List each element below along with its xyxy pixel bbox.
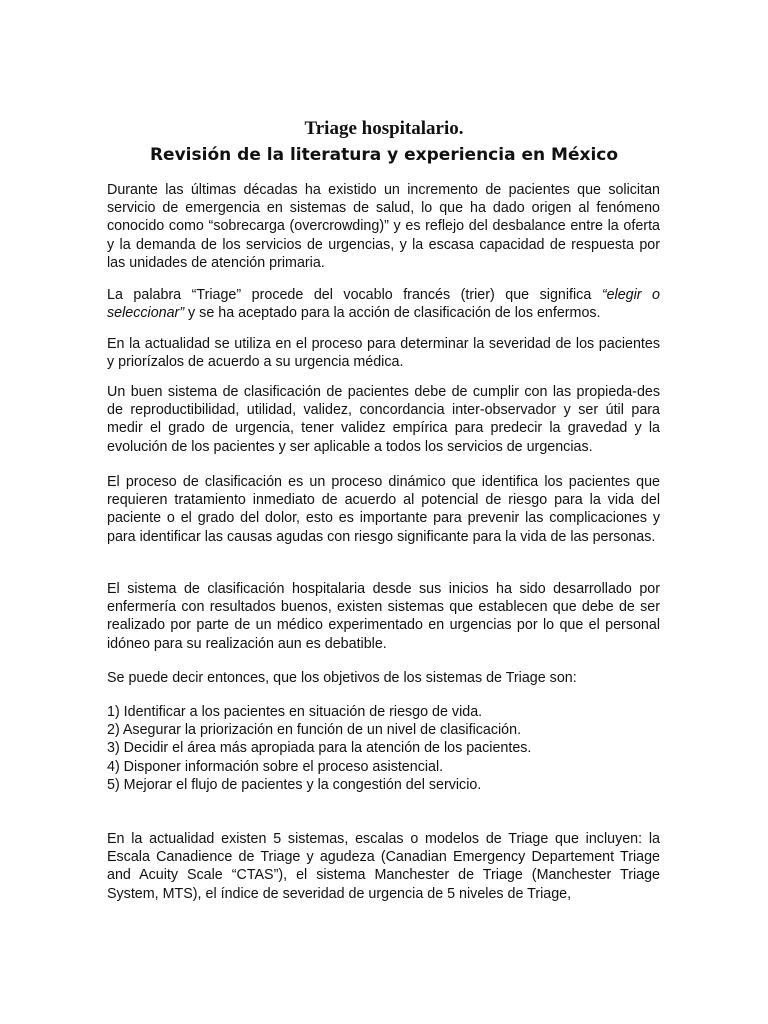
- list-item: 5) Mejorar el flujo de pacientes y la congestión del servicio.: [107, 776, 482, 793]
- paragraph-triage-origin: [107, 286, 660, 322]
- list-item: 2) Asegurar la priorización en función de un nivel de clasificación.: [107, 722, 522, 739]
- paragraph-triage-origin-text: La palabra “Triage” procede del vocablo francés (trier) que significa: [107, 287, 602, 303]
- list-item: 1) Identificar a los pacientes en situación de riesgo de vida.: [107, 704, 483, 720]
- paragraph-nursing: El sistema de clasificación hospitalaria desde sus inicios ha sido desarrollado por enfermería con resultados buenos, existen sistemas que establecen que debe de ser realizado por parte de un médico experimentado en urgencias por lo que el personal idóneo para su realización aun es debatible.: [107, 581, 660, 652]
- paragraph-triage-origin-italic: “elegir o seleccionar”: [107, 287, 661, 322]
- objectives-list: [107, 703, 660, 794]
- paragraph-triage-systems: En la actualidad existen 5 sistemas, escalas o modelos de Triage que incluyen: la Escala Canadience de Triage y agudeza (Canadian Emergency Departement Triage and Acuity Scale “CTAS”), el sistema Manchester de Triage (Manchester Triage System, MTS), el índice de severidad de urgencia de 5 niveles de Triage,: [107, 831, 660, 902]
- list-item: 3) Decidir el área más apropiada para la atención de los pacientes.: [107, 740, 532, 757]
- list-item: 4) Disponer información sobre el proceso asistencial.: [107, 758, 444, 775]
- paragraph-overcrowding: Durante las últimas décadas ha existido un incremento de pacientes que solicitan servicio de emergencia en sistemas de salud, lo que ha dado origen al fenómeno conocido como “sobrecarga (overcrowding)” y es reflejo del desbalance entre la oferta y la demanda de los servicios de urgencias, y la escasa capacidad de respuesta por las unidades de atención primaria.: [107, 182, 660, 271]
- paragraph-triage-origin-text-end: y se ha aceptado para la acción de clasificación de los enfermos.: [184, 305, 601, 322]
- document-title: Triage hospitalario.: [304, 118, 464, 139]
- document-subtitle: Revisión de la literatura y experiencia en México: [149, 145, 619, 165]
- paragraph-current-use: En la actualidad se utiliza en el proceso para determinar la severidad de los pacientes y priorízalos de acuerdo a su urgencia médica.: [107, 336, 660, 371]
- paragraph-objectives-intro: Se puede decir entonces, que los objetivos de los sistemas de Triage son:: [107, 670, 577, 686]
- paragraph-dynamic-process: El proceso de clasificación es un proceso dinámico que identifica los pacientes que requieren tratamiento inmediato de acuerdo al potencial de riesgo para la vida del paciente o el grado del dolor, esto es importante para prevenir las complicaciones y para identificar las causas agudas con riesgo significante para la vida de las personas.: [107, 474, 660, 545]
- paragraph-good-system: Un buen sistema de clasificación de pacientes debe de cumplir con las propieda-des de reproductibilidad, utilidad, validez, concordancia inter-observador y ser útil para medir el grado de urgencia, tener validez empírica para predecir la gravedad y la evolución de los pacientes y ser aplicable a todos los servicios de urgencias.: [107, 384, 660, 455]
